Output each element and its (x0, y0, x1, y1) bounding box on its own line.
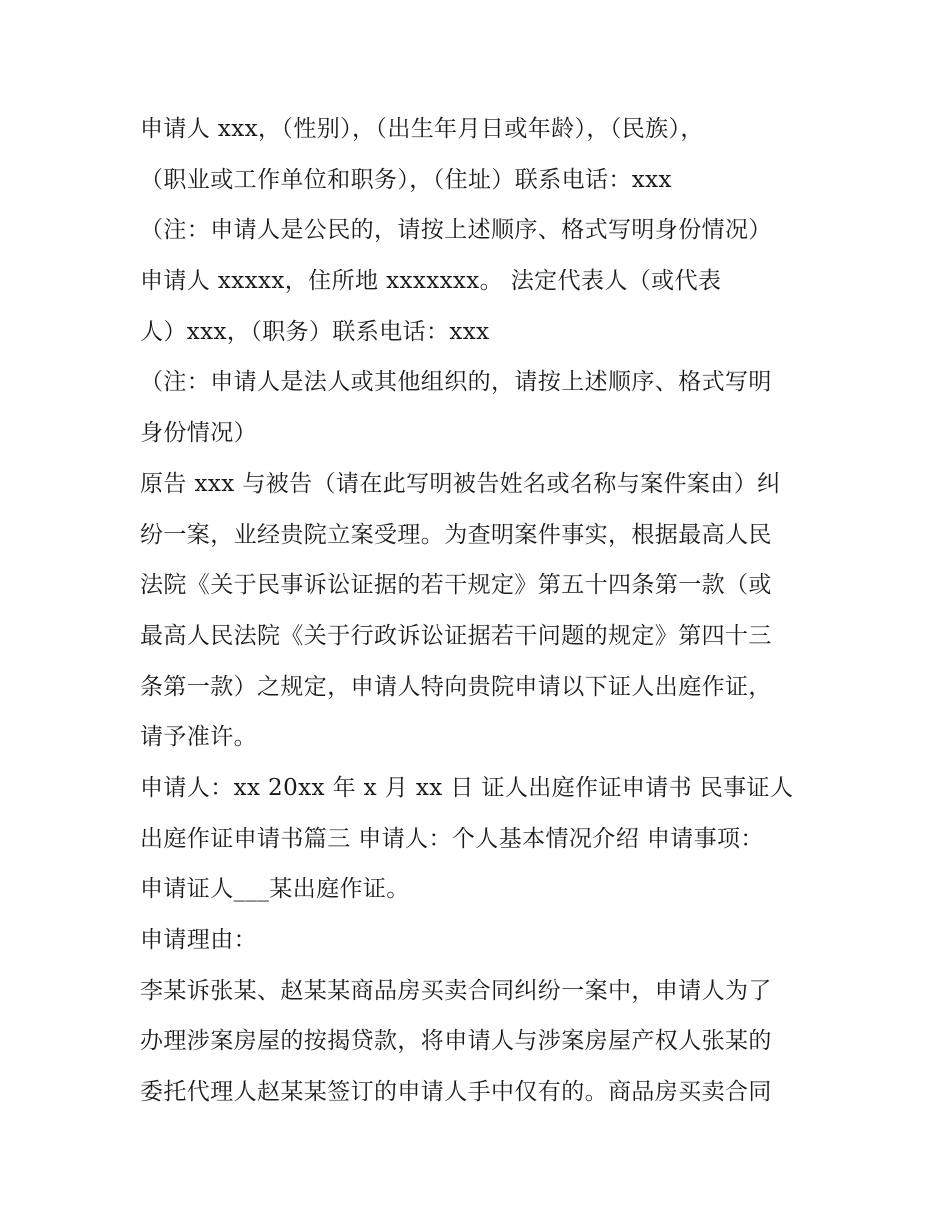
text-line: 办理涉案房屋的按揭贷款，将申请人与涉案房屋产权人张某的 (140, 1028, 772, 1055)
text-line: 原告 xxx 与被告（请在此写明被告姓名或名称与案件案由）纠 (140, 470, 781, 497)
text-line: 申请人：xx 20xx 年 x 月 xx 日 证人出庭作证申请书 民事证人 (140, 774, 794, 801)
text-line: 申请理由： (140, 927, 257, 953)
text-line: 最高人民法院《关于行政诉讼证据若干问题的规定》第四十三 (140, 622, 772, 649)
text-line: 委托代理人赵某某签订的申请人手中仅有的。商品房买卖合同 (140, 1079, 772, 1106)
text-line: 条第一款）之规定，申请人特向贵院申请以下证人出庭作证， (140, 673, 772, 700)
text-line: （注：申请人是公民的，请按上述顺序、格式写明身份情况） (140, 217, 772, 244)
text-line: （注：申请人是法人或其他组织的，请按上述顺序、格式写明 (140, 369, 772, 396)
text-line: 人）xxx，（职务）联系电话：xxx (140, 318, 490, 345)
text-line: 法院《关于民事诉讼证据的若干规定》第五十四条第一款（或 (140, 572, 772, 599)
text-line: 纷一案，业经贵院立案受理。为查明案件事实，根据最高人民 (140, 521, 772, 548)
text-line: 出庭作证申请书篇三 申请人：个人基本情况介绍 申请事项： (140, 825, 764, 852)
text-line: 申请人 xxxxx，住所地 xxxxxxx。 法定代表人（或代表 (140, 268, 722, 295)
text-line: 请予准许。 (140, 724, 257, 751)
text-line: 申请人 xxx，（性别），（出生年月日或年龄），（民族）， (140, 116, 704, 142)
text-line: （职业或工作单位和职务），（住址）联系电话：xxx (140, 166, 672, 193)
text-line: 李某诉张某、赵某某商品房买卖合同纠纷一案中，申请人为了 (140, 977, 772, 1004)
text-line: 身份情况） (140, 420, 257, 447)
text-line: 申请证人___某出庭作证。 (140, 876, 410, 903)
document-body (140, 104, 820, 1118)
